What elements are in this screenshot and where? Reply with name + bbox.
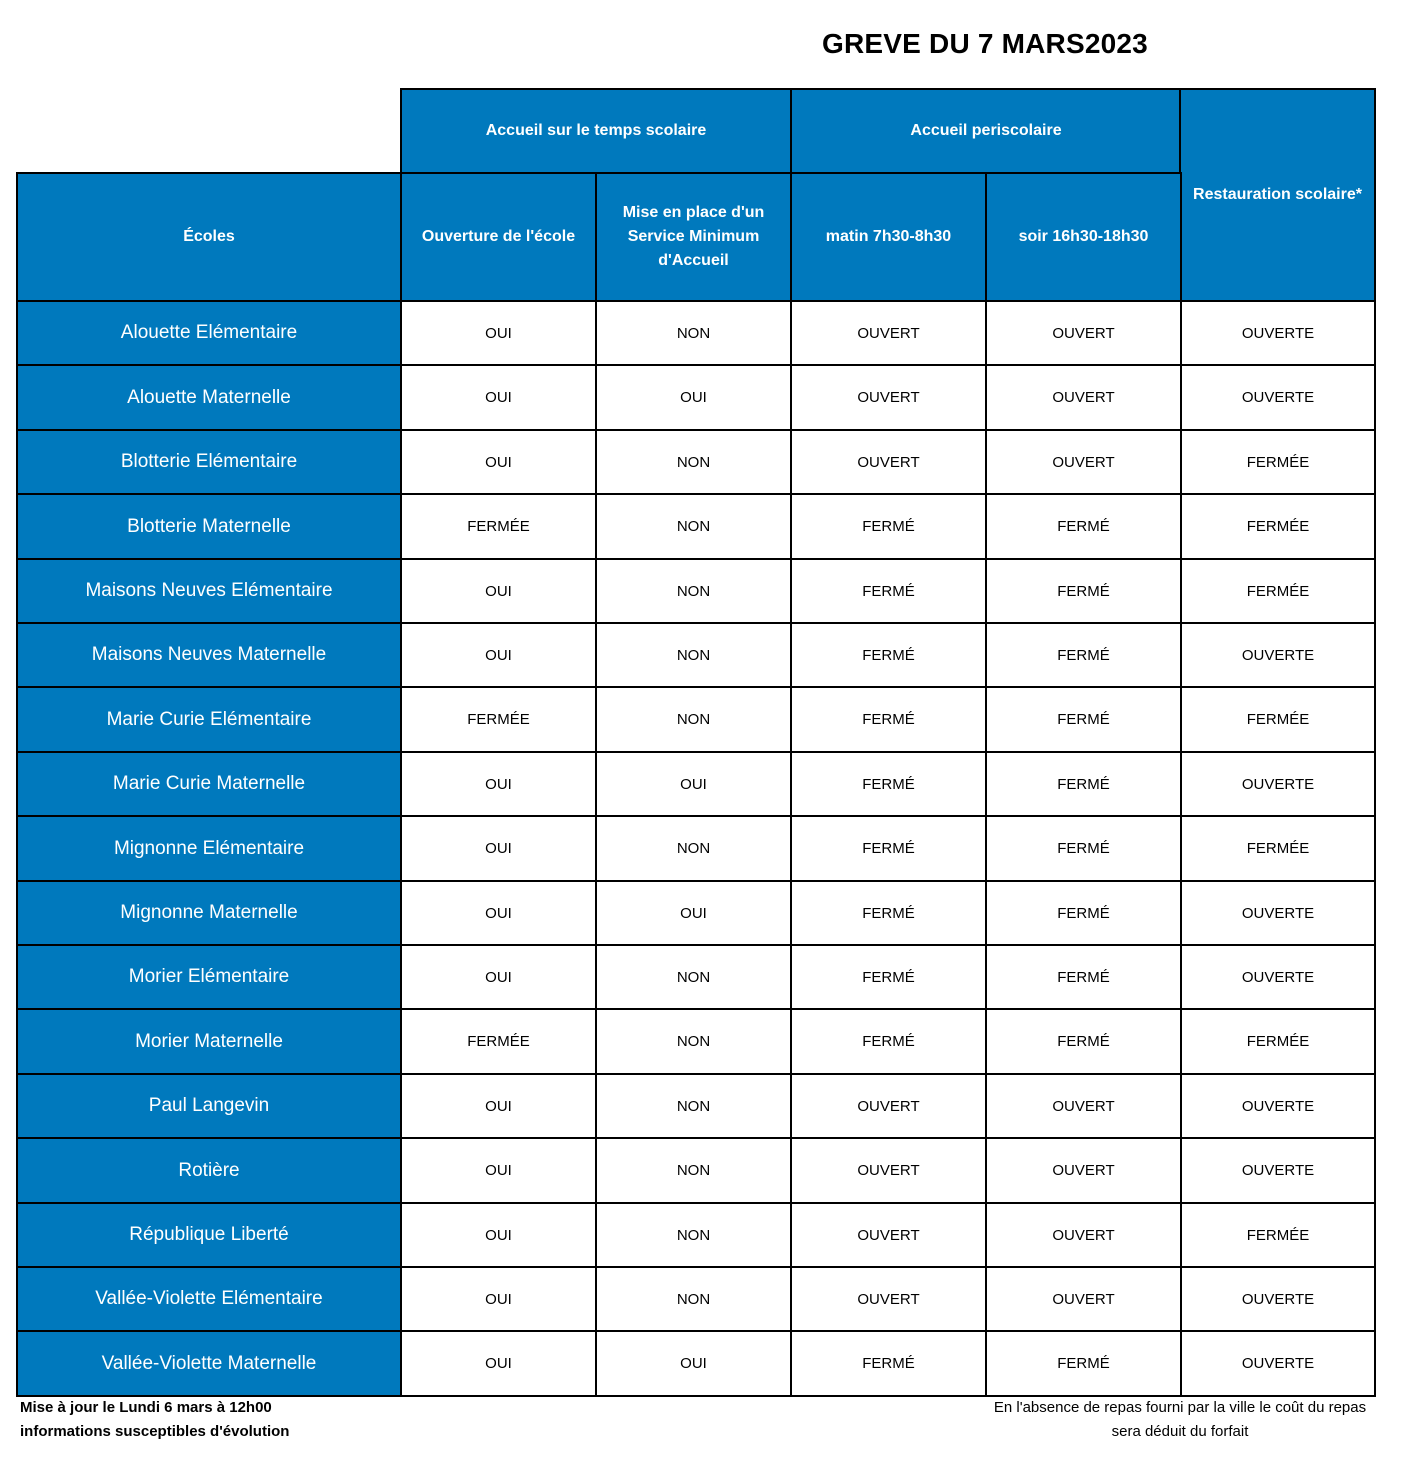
service-minimum-cell: OUI [595, 1330, 792, 1397]
restauration-cell: FERMÉE [1180, 686, 1376, 753]
ouverture-cell: OUI [400, 815, 597, 882]
restauration-cell: FERMÉE [1180, 815, 1376, 882]
soir-cell: OUVERT [985, 1137, 1182, 1204]
footer-evolution-line: informations susceptibles d'évolution [20, 1423, 290, 1440]
soir-cell: FERMÉ [985, 622, 1182, 688]
soir-cell: FERMÉ [985, 1330, 1182, 1397]
school-name-cell: Alouette Elémentaire [16, 300, 402, 366]
ouverture-cell: OUI [400, 1266, 597, 1332]
header-group-periscolaire: Accueil periscolaire [790, 88, 1182, 174]
soir-cell: OUVERT [985, 364, 1182, 431]
matin-cell: FERMÉ [790, 751, 987, 817]
restauration-cell: OUVERTE [1180, 1266, 1376, 1332]
matin-cell: FERMÉ [790, 493, 987, 560]
ouverture-cell: OUI [400, 622, 597, 688]
restauration-cell: FERMÉE [1180, 429, 1376, 495]
matin-cell: OUVERT [790, 300, 987, 366]
service-minimum-cell: NON [595, 493, 792, 560]
service-minimum-cell: NON [595, 622, 792, 688]
soir-cell: OUVERT [985, 1266, 1182, 1332]
soir-cell: FERMÉ [985, 944, 1182, 1010]
school-name-cell: Mignonne Elémentaire [16, 815, 402, 882]
ouverture-cell: OUI [400, 364, 597, 431]
soir-cell: FERMÉ [985, 880, 1182, 946]
ouverture-cell: OUI [400, 1202, 597, 1268]
footer-note: En l'absence de repas fourni par la ville le coût du repas sera déduit du forfait [993, 1399, 1367, 1440]
service-minimum-cell: NON [595, 944, 792, 1010]
matin-cell: OUVERT [790, 1073, 987, 1139]
header-group-scolaire: Accueil sur le temps scolaire [400, 88, 792, 174]
restauration-cell: FERMÉE [1180, 1202, 1376, 1268]
school-name-cell: Paul Langevin [16, 1073, 402, 1139]
header-restauration: Restauration scolaire* [1179, 88, 1376, 302]
header-ecoles: Écoles [16, 172, 402, 302]
soir-cell: FERMÉ [985, 751, 1182, 817]
matin-cell: OUVERT [790, 1266, 987, 1332]
restauration-cell: FERMÉE [1180, 493, 1376, 560]
service-minimum-cell: NON [595, 1266, 792, 1332]
page-title: GREVE DU 7 MARS2023 [822, 28, 1148, 59]
restauration-cell: FERMÉE [1180, 1008, 1376, 1075]
matin-cell: OUVERT [790, 364, 987, 431]
footer-update-line: Mise à jour le Lundi 6 mars à 12h00 [20, 1399, 272, 1416]
restauration-cell: OUVERTE [1180, 751, 1376, 817]
service-minimum-cell: NON [595, 815, 792, 882]
soir-cell: OUVERT [985, 1202, 1182, 1268]
soir-cell: OUVERT [985, 1073, 1182, 1139]
matin-cell: FERMÉ [790, 1330, 987, 1397]
service-minimum-cell: NON [595, 1073, 792, 1139]
soir-cell: OUVERT [985, 300, 1182, 366]
soir-cell: FERMÉ [985, 686, 1182, 753]
ouverture-cell: OUI [400, 558, 597, 624]
restauration-cell: OUVERTE [1180, 300, 1376, 366]
school-name-cell: Maisons Neuves Maternelle [16, 622, 402, 688]
matin-cell: FERMÉ [790, 880, 987, 946]
ouverture-cell: OUI [400, 1073, 597, 1139]
soir-cell: FERMÉ [985, 558, 1182, 624]
ouverture-cell: OUI [400, 1330, 597, 1397]
school-name-cell: Morier Maternelle [16, 1008, 402, 1075]
header-soir: soir 16h30-18h30 [985, 172, 1182, 302]
service-minimum-cell: NON [595, 1008, 792, 1075]
school-name-cell: Vallée-Violette Elémentaire [16, 1266, 402, 1332]
soir-cell: OUVERT [985, 429, 1182, 495]
matin-cell: OUVERT [790, 429, 987, 495]
restauration-cell: OUVERTE [1180, 1073, 1376, 1139]
service-minimum-cell: NON [595, 1137, 792, 1204]
ouverture-cell: OUI [400, 944, 597, 1010]
restauration-cell: FERMÉE [1180, 558, 1376, 624]
school-name-cell: Blotterie Maternelle [16, 493, 402, 560]
school-name-cell: Morier Elémentaire [16, 944, 402, 1010]
restauration-cell: OUVERTE [1180, 1330, 1376, 1397]
restauration-cell: OUVERTE [1180, 1137, 1376, 1204]
ouverture-cell: OUI [400, 1137, 597, 1204]
school-name-cell: Blotterie Elémentaire [16, 429, 402, 495]
service-minimum-cell: NON [595, 300, 792, 366]
matin-cell: FERMÉ [790, 686, 987, 753]
restauration-cell: OUVERTE [1180, 364, 1376, 431]
ouverture-cell: OUI [400, 880, 597, 946]
school-name-cell: Rotière [16, 1137, 402, 1204]
header-ouverture: Ouverture de l'école [400, 172, 597, 302]
school-name-cell: Vallée-Violette Maternelle [16, 1330, 402, 1397]
restauration-cell: OUVERTE [1180, 622, 1376, 688]
service-minimum-cell: OUI [595, 751, 792, 817]
ouverture-cell: OUI [400, 300, 597, 366]
ouverture-cell: FERMÉE [400, 686, 597, 753]
soir-cell: FERMÉ [985, 1008, 1182, 1075]
matin-cell: FERMÉ [790, 815, 987, 882]
service-minimum-cell: OUI [595, 364, 792, 431]
school-name-cell: Marie Curie Elémentaire [16, 686, 402, 753]
ouverture-cell: FERMÉE [400, 1008, 597, 1075]
ouverture-cell: OUI [400, 751, 597, 817]
service-minimum-cell: OUI [595, 880, 792, 946]
soir-cell: FERMÉ [985, 815, 1182, 882]
school-name-cell: Maisons Neuves Elémentaire [16, 558, 402, 624]
footer-update-info [20, 1396, 289, 1444]
restauration-cell: OUVERTE [1180, 944, 1376, 1010]
matin-cell: FERMÉ [790, 622, 987, 688]
ouverture-cell: OUI [400, 429, 597, 495]
school-name-cell: République Liberté [16, 1202, 402, 1268]
header-service-minimum: Mise en place d'un Service Minimum d'Accueil [595, 172, 792, 302]
school-name-cell: Alouette Maternelle [16, 364, 402, 431]
ouverture-cell: FERMÉE [400, 493, 597, 560]
service-minimum-cell: NON [595, 429, 792, 495]
matin-cell: FERMÉ [790, 558, 987, 624]
matin-cell: OUVERT [790, 1137, 987, 1204]
header-matin: matin 7h30-8h30 [790, 172, 987, 302]
matin-cell: OUVERT [790, 1202, 987, 1268]
service-minimum-cell: NON [595, 686, 792, 753]
matin-cell: FERMÉ [790, 1008, 987, 1075]
matin-cell: FERMÉ [790, 944, 987, 1010]
restauration-cell: OUVERTE [1180, 880, 1376, 946]
soir-cell: FERMÉ [985, 493, 1182, 560]
service-minimum-cell: NON [595, 1202, 792, 1268]
service-minimum-cell: NON [595, 558, 792, 624]
school-name-cell: Mignonne Maternelle [16, 880, 402, 946]
school-name-cell: Marie Curie Maternelle [16, 751, 402, 817]
